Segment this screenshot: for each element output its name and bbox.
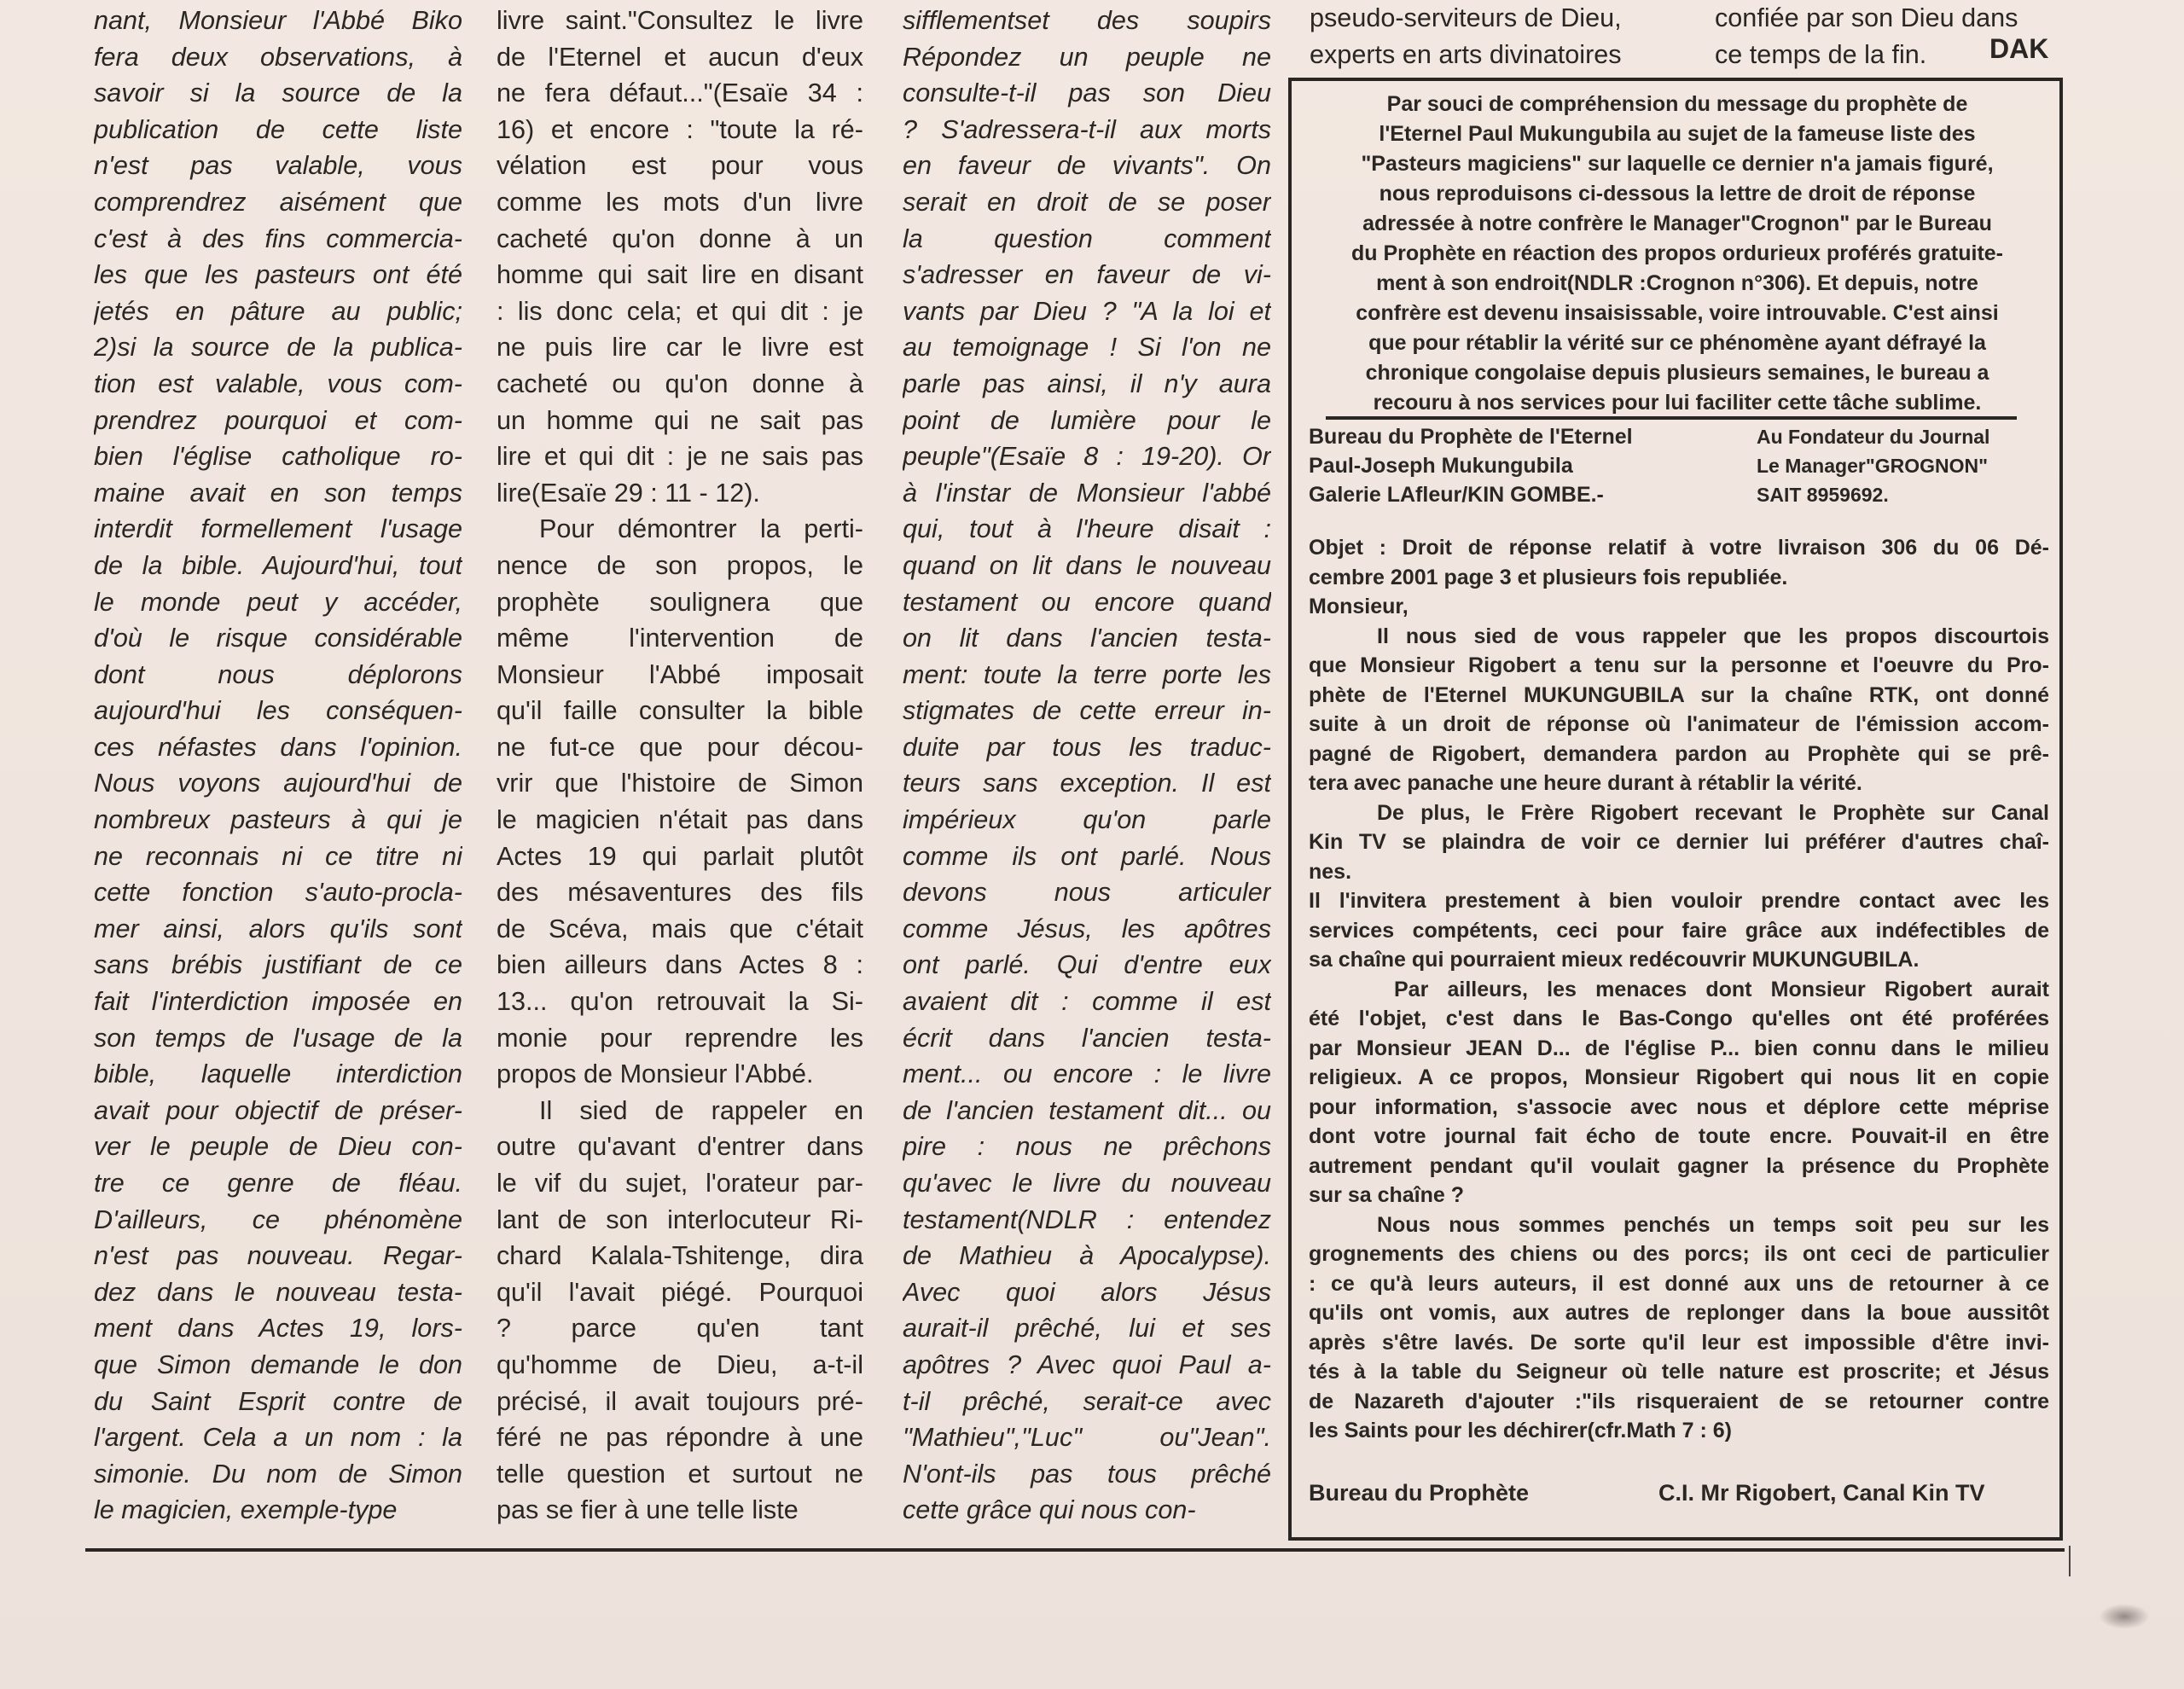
- text-line: duite par tous les traduc-: [903, 732, 1271, 762]
- text-line: à l'instar de Monsieur l'abbé: [903, 478, 1271, 508]
- text-line: dont votre journal fait écho de toute encre. Pouvait-il en être: [1309, 1124, 2049, 1148]
- text-line: N'ont-ils pas tous prêché: [903, 1459, 1271, 1489]
- text-line: dez dans le nouveau testa-: [94, 1277, 462, 1307]
- text-line: pour information, s'associe avec nous et déplore cette méprise: [1309, 1094, 2049, 1119]
- text-line: devons nous articuler: [903, 878, 1271, 908]
- text-line: que pour rétablir la vérité sur ce phénomène ayant défrayé la: [1368, 331, 1986, 355]
- text-line: Le Manager"GROGNON": [1757, 455, 1989, 477]
- text-line: que Simon demande le don: [94, 1349, 462, 1379]
- text-line: fait l'interdiction imposée en: [94, 987, 462, 1017]
- text-line: testament ou encore quand: [903, 587, 1271, 617]
- text-line: son temps de l'usage de la: [94, 1023, 462, 1053]
- text-line: le monde peut y accéder,: [94, 587, 462, 617]
- text-line: grognements des chiens ou des porcs; ils ont ceci de particulier: [1309, 1242, 2049, 1266]
- text-line: propos de Monsieur l'Abbé.: [497, 1059, 814, 1089]
- text-line: qu'il l'avait piégé. Pourquoi: [497, 1277, 863, 1307]
- text-line: prophète soulignera que: [497, 587, 863, 617]
- text-line: chard Kalala-Tshitenge, dira: [497, 1241, 863, 1271]
- text-line: peuple"(Esaïe 8 : 19-20). Or: [903, 442, 1271, 472]
- text-line: Pour démontrer la perti-: [539, 514, 863, 544]
- text-line: du Prophète en réaction des propos ordurieux proférés gratuite-: [1350, 241, 2003, 265]
- text-line: tés à la table du Seigneur où telle nature est proscrite; et Jésus: [1309, 1360, 2049, 1384]
- text-line: Avec quoi alors Jésus: [903, 1277, 1271, 1307]
- text-line: confrère est devenu insaisissable, voire introuvable. C'est ainsi: [1356, 301, 1999, 325]
- text-line: simonie. Du nom de Simon: [94, 1459, 462, 1489]
- text-line: parle pas ainsi, il n'y aura: [903, 369, 1271, 398]
- text-line: recouru à nos services pour lui faciliter cette tâche sublime.: [1373, 391, 1982, 415]
- text-line: bible, laquelle interdiction: [94, 1059, 462, 1089]
- text-line: sa chaîne qui pourraient mieux redécouvrir MUKUNGUBILA.: [1309, 948, 1920, 972]
- text-line: jetés en pâture au public;: [94, 296, 462, 326]
- text-line: s'adresser en faveur de vi-: [903, 260, 1271, 290]
- text-line: Monsieur,: [1309, 595, 1409, 618]
- text-line: impérieux qu'on parle: [903, 805, 1271, 835]
- text-line: outre qu'avant d'entrer dans: [497, 1132, 863, 1162]
- text-line: chronique congolaise depuis plusieurs semaines, le bureau a: [1365, 361, 1989, 385]
- text-line: dont nous déplorons: [94, 659, 462, 689]
- text-line: point de lumière pour le: [903, 405, 1271, 435]
- text-line: autrement pendant qu'il voulait gagner la présence du Prophète: [1309, 1153, 2049, 1178]
- text-line: "Pasteurs magiciens" sur laquelle ce dernier n'a jamais figuré,: [1361, 152, 1994, 176]
- article-column-2: [497, 3, 863, 1529]
- text-line: phète de l'Eternel MUKUNGUBILA sur la chaîne RTK, ont donné: [1309, 682, 2049, 707]
- article-column-3: [903, 3, 1271, 1529]
- text-line: de Scéva, mais que c'était: [497, 914, 863, 943]
- text-line: Il nous sied de vous rappeler que les propos discourtois: [1377, 624, 2049, 648]
- text-line: pseudo-serviteurs de Dieu,: [1310, 3, 1622, 32]
- text-line: stigmates de cette erreur in-: [903, 696, 1271, 726]
- text-line: le vif du sujet, l'orateur par-: [497, 1169, 863, 1198]
- text-line: l'argent. Cela a un nom : la: [94, 1423, 462, 1453]
- text-line: tre ce genre de fléau.: [94, 1169, 462, 1198]
- text-line: écrit dans l'ancien testa-: [903, 1023, 1271, 1053]
- text-line: cette grâce qui nous con-: [903, 1495, 1196, 1525]
- text-line: en faveur de vivants". On: [903, 151, 1271, 181]
- text-line: ne puis lire car le livre est: [497, 333, 863, 363]
- text-line: qu'il faille consulter la bible: [497, 696, 863, 726]
- text-line: précisé, il avait toujours pré-: [497, 1386, 863, 1416]
- text-line: aurait-il prêché, lui et ses: [903, 1314, 1271, 1344]
- text-line: de Nazareth d'ajouter :"ils risqueraient de se retourner contre: [1309, 1389, 2049, 1413]
- text-line: cacheté ou qu'on donne à: [497, 369, 863, 398]
- text-line: de l'ancien testament dit... ou: [903, 1095, 1271, 1125]
- text-line: Galerie LAfleur/KIN GOMBE.-: [1309, 483, 1604, 507]
- text-line: 13... qu'on retrouvait la Si-: [497, 987, 863, 1017]
- text-line: homme qui sait lire en disant: [497, 260, 863, 290]
- text-line: serait en droit de se poser: [903, 187, 1271, 217]
- text-line: qu'avec le livre du nouveau: [903, 1169, 1271, 1198]
- text-line: Il sied de rappeler en: [539, 1095, 863, 1125]
- text-line: SAIT 8959692.: [1757, 484, 1889, 506]
- text-line: comme les mots d'un livre: [497, 187, 863, 217]
- text-line: lire(Esaïe 29 : 11 - 12).: [497, 478, 760, 508]
- text-line: ne fut-ce que pour décou-: [497, 732, 863, 762]
- text-line: des mésaventures des fils: [497, 878, 863, 908]
- text-line: Paul-Joseph Mukungubila: [1309, 454, 1573, 478]
- text-line: ment: toute la terre porte les: [903, 659, 1271, 689]
- text-line: du Saint Esprit contre de: [94, 1386, 462, 1416]
- text-line: avait pour objectif de préser-: [94, 1095, 462, 1125]
- text-line: fera deux observations, à: [94, 42, 462, 72]
- text-line: d'où le risque considérable: [94, 624, 462, 653]
- text-line: cette fonction s'auto-procla-: [94, 878, 462, 908]
- text-line: la question comment: [903, 223, 1271, 253]
- text-line: ver le peuple de Dieu con-: [94, 1132, 462, 1162]
- text-line: ont parlé. Qui d'entre eux: [903, 950, 1271, 980]
- text-line: Objet : Droit de réponse relatif à votre livraison 306 du 06 Dé-: [1309, 536, 2049, 560]
- text-line: ment dans Actes 19, lors-: [94, 1314, 462, 1344]
- text-line: qu'ils ont vomis, aux autres de replonger dans la boue aussitôt: [1309, 1301, 2049, 1325]
- text-line: de Mathieu à Apocalypse).: [903, 1241, 1271, 1271]
- text-line: féré ne pas répondre à une: [497, 1423, 863, 1453]
- text-line: n'est pas valable, vous: [94, 151, 462, 181]
- text-line: confiée par son Dieu dans: [1715, 3, 2018, 32]
- text-line: Kin TV se plaindra de voir ce dernier lui préférer d'autres chaî-: [1309, 830, 2049, 854]
- text-line: nes.: [1309, 859, 1352, 884]
- box-divider: [1326, 416, 2017, 420]
- text-line: qu'homme de Dieu, a-t-il: [497, 1349, 863, 1379]
- text-line: après s'être lavés. De sorte qu'il leur est impossible d'être invi-: [1309, 1330, 2049, 1355]
- text-line: pas se fier à une telle liste: [497, 1495, 799, 1525]
- text-line: 16) et encore : "toute la ré-: [497, 114, 863, 144]
- article-column-1: [94, 3, 462, 1529]
- column-rule: [2069, 1546, 2071, 1576]
- text-line: Actes 19 qui parlait plutôt: [497, 841, 863, 871]
- text-line: adressée à notre confrère le Manager"Crognon" par le Bureau: [1362, 212, 1992, 235]
- author-signature: DAK: [1989, 33, 2049, 64]
- text-line: ? parce qu'en tant: [497, 1314, 863, 1344]
- text-line: bien ailleurs dans Actes 8 :: [497, 950, 863, 980]
- text-line: par Monsieur JEAN D... de l'église P... bien connu dans le milieu: [1309, 1036, 2049, 1060]
- print-smudge: [2099, 1604, 2150, 1629]
- text-line: suite à un droit de réponse où l'animateur de l'émission accom-: [1309, 712, 2049, 736]
- text-line: les Saints pour les déchirer(cfr.Math 7 : 6): [1309, 1419, 1732, 1442]
- text-line: cembre 2001 page 3 et plusieurs fois republiée.: [1309, 565, 1788, 589]
- text-line: nant, Monsieur l'Abbé Biko: [94, 6, 462, 35]
- text-line: Par ailleurs, les menaces dont Monsieur Rigobert aurait: [1394, 977, 2049, 1001]
- text-line: Bureau du Prophète de l'Eternel: [1309, 425, 1633, 449]
- text-line: été l'objet, c'est dans le Bas-Congo qu'elles ont été proférées: [1309, 1007, 2049, 1030]
- text-line: qui, tout à l'heure disait :: [903, 514, 1271, 544]
- text-line: mer ainsi, alors qu'ils sont: [94, 914, 462, 943]
- letter-copy-to: C.I. Mr Rigobert, Canal Kin TV: [1658, 1480, 1985, 1506]
- text-line: avaient dit : comme il est: [903, 987, 1271, 1017]
- text-line: l'Eternel Paul Mukungubila au sujet de la fameuse liste des: [1379, 122, 1976, 146]
- text-line: bien l'église catholique ro-: [94, 442, 462, 472]
- text-line: ment... ou encore : le livre: [903, 1059, 1271, 1089]
- text-line: Répondez un peuple ne: [903, 42, 1271, 72]
- text-line: consulte-t-il pas son Dieu: [903, 78, 1271, 108]
- text-line: interdit formellement l'usage: [94, 514, 462, 544]
- text-line: 2)si la source de la publica-: [94, 333, 462, 363]
- text-line: nence de son propos, le: [497, 550, 863, 580]
- text-line: D'ailleurs, ce phénomène: [94, 1204, 462, 1234]
- letter-sender: [1309, 422, 1684, 509]
- text-line: vrir que l'histoire de Simon: [497, 769, 863, 798]
- text-line: quand on lit dans le nouveau: [903, 550, 1271, 580]
- text-line: religieux. A ce propos, Monsieur Rigobert qui nous lit en copie: [1309, 1065, 2049, 1089]
- text-line: n'est pas nouveau. Regar-: [94, 1241, 462, 1271]
- text-line: tera avec panache une heure durant à rétablir la vérité.: [1309, 771, 1862, 795]
- text-line: Nous voyons aujourd'hui de: [94, 769, 462, 798]
- text-line: ces néfastes dans l'opinion.: [94, 732, 462, 762]
- text-line: aujourd'hui les conséquen-: [94, 696, 462, 726]
- text-line: Nous nous sommes penchés un temps soit peu sur les: [1377, 1212, 2049, 1237]
- text-line: de la bible. Aujourd'hui, tout: [94, 550, 462, 580]
- text-line: même l'intervention de: [497, 624, 863, 653]
- letter-recipient: [1757, 422, 2064, 509]
- text-line: lant de son interlocuteur Ri-: [497, 1204, 863, 1234]
- text-line: sur sa chaîne ?: [1309, 1183, 1465, 1207]
- text-line: ne fera défaut..."(Esaïe 34 :: [497, 78, 863, 108]
- text-line: services compétents, ceci pour faire grâce aux indéfectibles de: [1309, 918, 2049, 943]
- box-intro: [1300, 90, 2054, 418]
- text-line: : ce qu'à leurs auteurs, il est donné aux uns de retourner à ce: [1309, 1271, 2049, 1296]
- text-line: sans brébis justifiant de ce: [94, 950, 462, 980]
- text-line: De plus, le Frère Rigobert recevant le Prophète sur Canal: [1377, 800, 2049, 825]
- letter-body: [1309, 533, 2049, 1446]
- text-line: comprendrez aisément que: [94, 187, 462, 217]
- text-line: nombreux pasteurs à qui je: [94, 805, 462, 835]
- text-line: Au Fondateur du Journal: [1757, 426, 1990, 448]
- text-line: Par souci de compréhension du message du prophète de: [1386, 92, 1968, 116]
- text-line: teurs sans exception. Il est: [903, 769, 1271, 798]
- text-line: Monsieur l'Abbé imposait: [497, 659, 863, 689]
- text-line: prendrez pourquoi et com-: [94, 405, 462, 435]
- page-bottom-rule: [85, 1548, 2065, 1552]
- text-line: cacheté qu'on donne à un: [497, 223, 863, 253]
- text-line: pire : nous ne prêchons: [903, 1132, 1271, 1162]
- text-line: apôtres ? Avec quoi Paul a-: [903, 1349, 1271, 1379]
- text-line: Il l'invitera prestement à bien vouloir prendre contact avec les: [1309, 889, 2049, 913]
- text-line: nous reproduisons ci-dessous la lettre de droit de réponse: [1379, 182, 1976, 206]
- text-line: testament(NDLR : entendez: [903, 1204, 1271, 1234]
- text-line: publication de cette liste: [94, 114, 462, 144]
- text-line: c'est à des fins commercia-: [94, 223, 462, 253]
- text-line: ment à son endroit(NDLR :Crognon n°306). Et depuis, notre: [1376, 271, 1978, 295]
- text-line: ne reconnais ni ce titre ni: [94, 841, 462, 871]
- letter-signature: Bureau du Prophète: [1309, 1480, 1530, 1506]
- text-line: tion est valable, vous com-: [94, 369, 462, 398]
- text-line: pagné de Rigobert, demandera pardon au Prophète qui se prê-: [1309, 741, 2049, 766]
- text-line: ? S'adressera-t-il aux morts: [903, 114, 1271, 144]
- text-line: "Mathieu","Luc" ou"Jean".: [903, 1423, 1271, 1453]
- text-line: lire et qui dit : je ne sais pas: [497, 442, 863, 472]
- text-line: t-il prêché, serait-ce avec: [903, 1386, 1271, 1416]
- text-line: experts en arts divinatoires: [1310, 40, 1622, 69]
- text-line: : lis donc cela; et qui dit : je: [497, 296, 863, 326]
- text-line: vélation est pour vous: [497, 151, 863, 181]
- text-line: de l'Eternel et aucun d'eux: [497, 42, 863, 72]
- text-line: les que les pasteurs ont été: [94, 260, 462, 290]
- text-line: savoir si la source de la: [94, 78, 462, 108]
- text-line: au temoignage ! Si l'on ne: [903, 333, 1271, 363]
- text-line: vants par Dieu ? "A la loi et: [903, 296, 1271, 326]
- text-line: comme Jésus, les apôtres: [903, 914, 1271, 943]
- text-line: livre saint."Consultez le livre: [497, 6, 863, 35]
- text-line: sifflementset des soupirs: [903, 6, 1271, 35]
- text-line: le magicien, exemple-type: [94, 1495, 398, 1525]
- text-line: monie pour reprendre les: [497, 1023, 863, 1053]
- text-line: comme ils ont parlé. Nous: [903, 841, 1271, 871]
- text-line: un homme qui ne sait pas: [497, 405, 863, 435]
- right-of-reply-box: [1288, 78, 2063, 1541]
- text-line: telle question et surtout ne: [497, 1459, 863, 1489]
- text-line: le magicien n'était pas dans: [497, 805, 863, 835]
- text-line: on lit dans l'ancien testa-: [903, 624, 1271, 653]
- text-line: que Monsieur Rigobert a tenu sur la personne et l'oeuvre du Pro-: [1309, 653, 2049, 677]
- text-line: maine avait en son temps: [94, 478, 462, 508]
- text-line: ce temps de la fin.: [1715, 40, 1927, 69]
